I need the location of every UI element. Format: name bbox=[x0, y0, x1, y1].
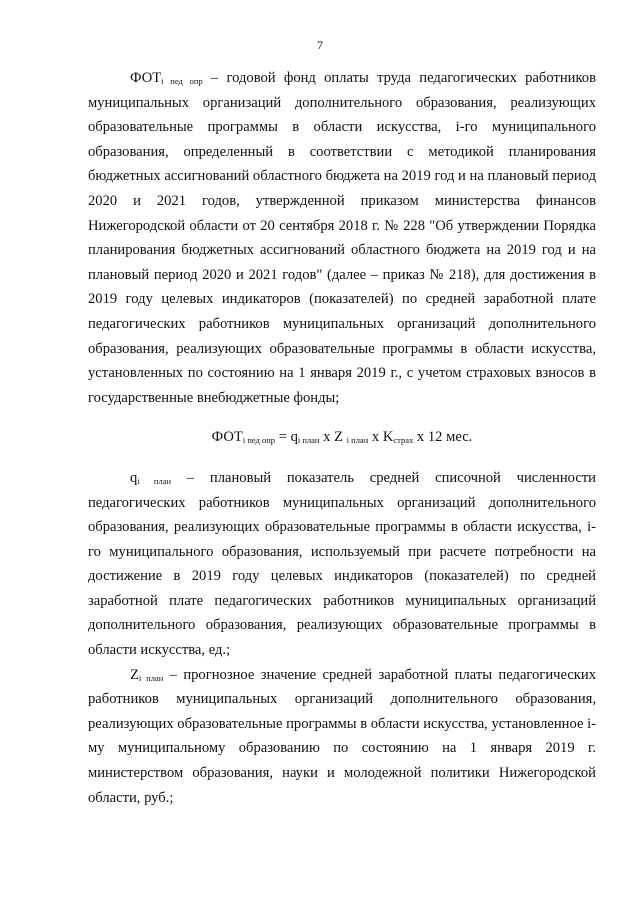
formula-term-q: = q bbox=[275, 429, 298, 446]
formula-term-z: x Z bbox=[319, 429, 347, 446]
z-symbol: Z bbox=[130, 666, 139, 683]
formula-sub-k: страх bbox=[393, 435, 414, 446]
fot-subscript: i пед опр bbox=[161, 76, 203, 86]
paragraph-q-definition bbox=[88, 466, 596, 663]
z-definition-text: – прогнозное значение средней заработной платы педагогических работников муниципальных организаций дополнительного образования, реализующих образовательные программы в области искусства, установленное i-му муниципальному образованию по состоянию на 1 января 2019 г. министерством образования, науки и молодежной политики Нижегородской области, руб.; bbox=[88, 666, 596, 806]
q-subscript: i план bbox=[137, 475, 172, 486]
paragraph-fot-definition bbox=[88, 66, 596, 410]
paragraph-z-definition bbox=[88, 663, 596, 811]
q-definition-text: – плановый показатель средней списочной численности педагогических работников муниципальных организаций дополнительного образования, реализующих образовательные программы в области искусства, i-го муниципального образования, используемый при расчете потребности на достижение в 2019 году целевых индикаторов (показателей) по средней заработной плате педагогических работников муниципальных организаций дополнительного образования, реализующих образовательные программы в области искусства, ед.; bbox=[88, 469, 596, 659]
formula-sub-q: i план bbox=[297, 435, 320, 446]
q-symbol: q bbox=[130, 469, 138, 486]
page-number: 7 bbox=[317, 38, 323, 52]
formula bbox=[88, 425, 596, 450]
formula-term-k: x K bbox=[368, 429, 394, 446]
formula-sub-fot: i пед опр bbox=[242, 435, 276, 446]
document-body bbox=[88, 66, 596, 810]
formula-term-months: x 12 мес. bbox=[413, 429, 473, 446]
formula-term-fot: ФОТ bbox=[211, 429, 243, 446]
z-subscript: i план bbox=[138, 672, 164, 683]
formula-sub-z: i план bbox=[346, 435, 369, 446]
fot-symbol: ФОТ bbox=[130, 70, 162, 86]
fot-definition-text: – годовой фонд оплаты труда педагогических работников муниципальных организаций дополнительного образования, реализующих образовательные программы в области искусства, i-го муниципального образования, определенный в соответствии с методикой планирования бюджетных ассигнований областного бюджета на 2019 год и на плановый период 2020 и 2021 годов, утвержденной приказом министерства финансов Нижегородской области от 20 сентября 2018 г. № 228 "Об утверждении Порядка планирования бюджетных ассигнований областного бюджета на 2019 год и на плановый период 2020 и 2021 годов" (далее – приказ № 218), для достижения в 2019 году целевых индикаторов (показателей) по средней заработной плате педагогических работников муниципальных организаций дополнительного образования, реализующих образовательные программы в области искусства, установленных по состоянию на 1 января 2019 г., с учетом страховых взносов в государственные внебюджетные фонды; bbox=[88, 70, 596, 406]
